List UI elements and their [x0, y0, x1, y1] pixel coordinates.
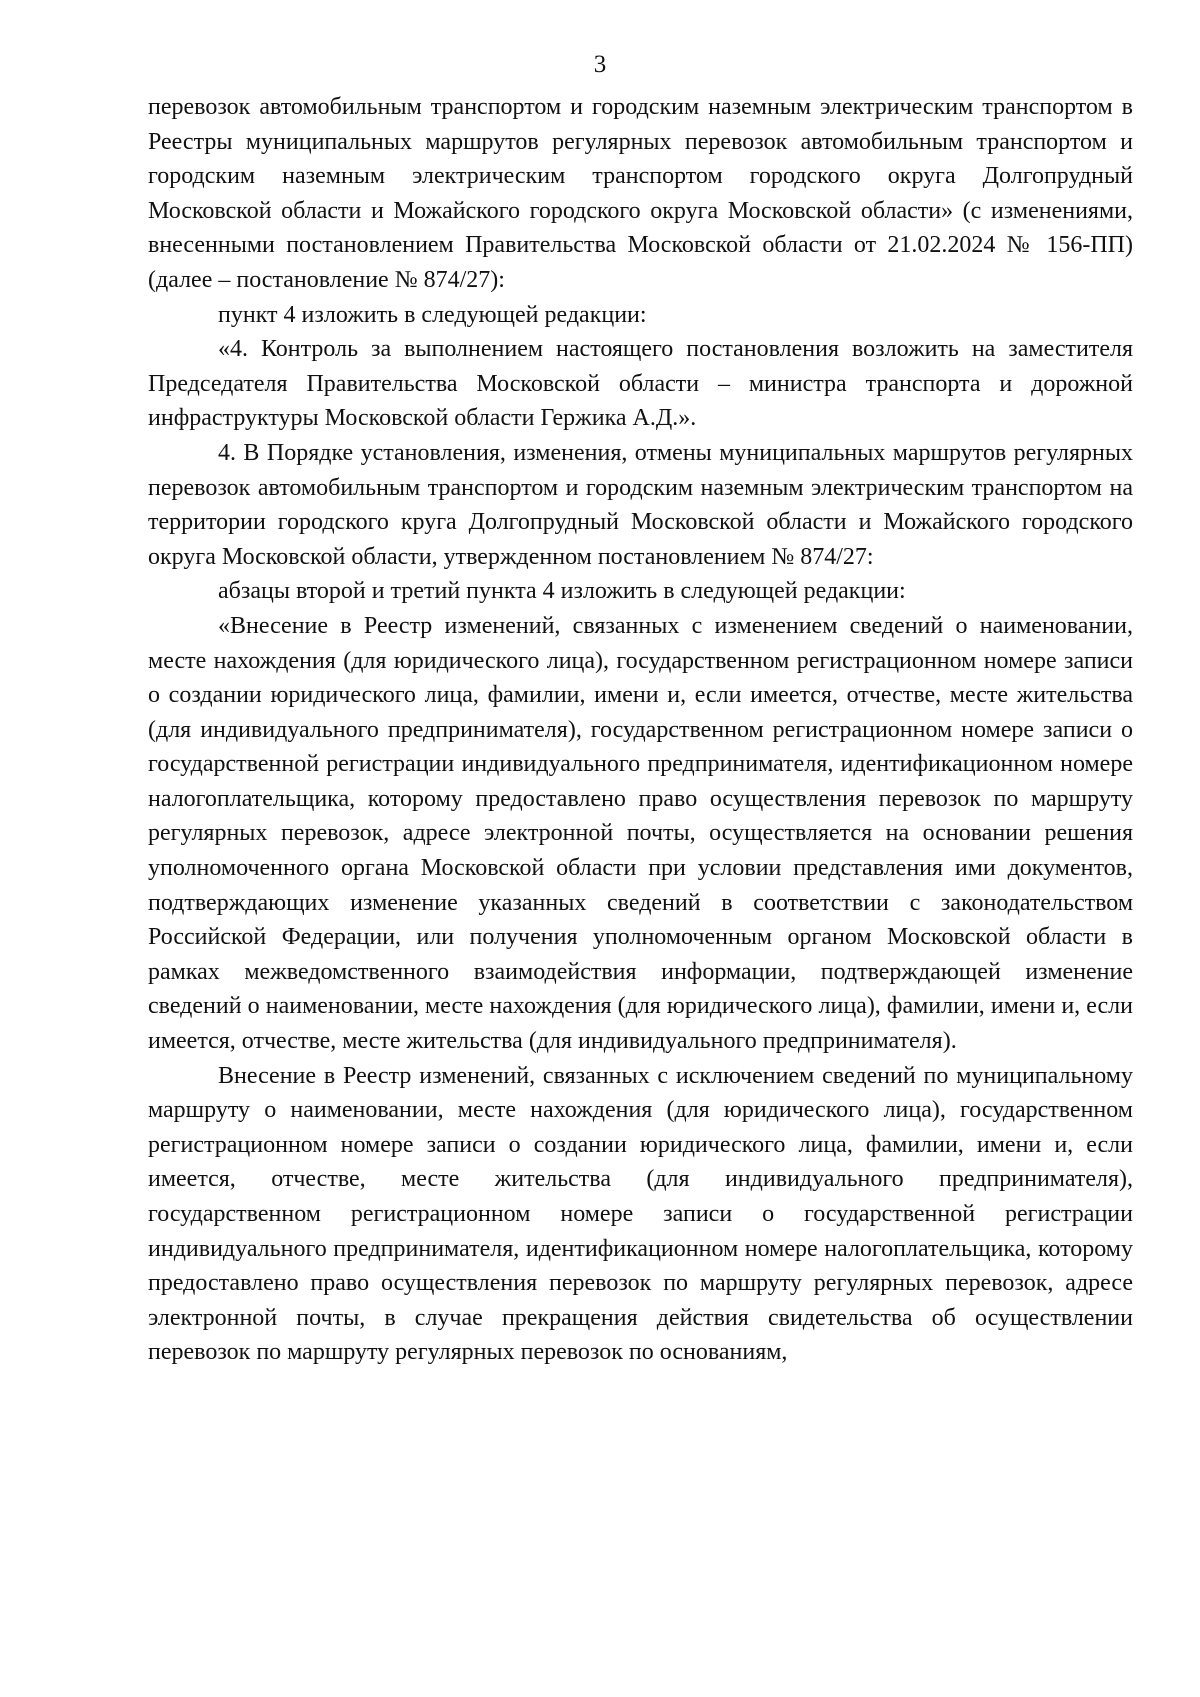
- document-body: [148, 90, 1133, 1370]
- paragraph-section-4: 4. В Порядке установления, изменения, отмены муниципальных маршрутов регулярных перевозок автомобильным транспортом и городским наземным электрическим транспортом на территории городского круга Долгопрудный Московской области и Можайского городского округа Московской области, утвержденном постановлением № 874/27:: [148, 439, 1133, 570]
- paragraph-abzats-instruction: абзацы второй и третий пункта 4 изложить в следующей редакции:: [218, 578, 906, 605]
- paragraph-quoted-first: «Внесение в Реестр изменений, связанных с изменением сведений о наименовании, месте нахождения (для юридического лица), государственном регистрационном номере записи о создании юридического лица, фамилии, имени и, если имеется, отчестве, месте жительства (для индивидуального предпринимателя), государственном регистрационном номере записи о государственной регистрации индивидуального предпринимателя, идентификационном номере налогоплательщика, которому предоставлено право осуществления перевозок по маршруту регулярных перевозок, адресе электронной почты, осуществляется на основании решения уполномоченного органа Московской области при условии представления ими документов, подтверждающих изменение указанных сведений в соответствии с законодательством Российской Федерации, или получения уполномоченным органом Московской области в рамках межведомственного взаимодействия информации, подтверждающей изменение сведений о наименовании, месте нахождения (для юридического лица), фамилии, имени и, если имеется, отчестве, месте жительства (для индивидуального предпринимателя).: [148, 612, 1133, 1055]
- paragraph-quoted-second: Внесение в Реестр изменений, связанных с исключением сведений по муниципальному маршруту о наименовании, месте нахождения (для юридического лица), государственном регистрационном номере записи о создании юридического лица, фамилии, имени и, если имеется, отчестве, месте жительства (для индивидуального предпринимателя), государственном регистрационном номере записи о государственной регистрации индивидуального предпринимателя, идентификационном номере налогоплательщика, которому предоставлено право осуществления перевозок по маршруту регулярных перевозок, адресе электронной почты, в случае прекращения действия свидетельства об осуществлении перевозок по маршруту регулярных перевозок по основаниям,: [148, 1062, 1133, 1366]
- paragraph-continuation: перевозок автомобильным транспортом и городским наземным электрическим транспортом в Реестры муниципальных маршрутов регулярных перевозок автомобильным транспортом и городским наземным электрическим транспортом городского округа Долгопрудный Московской области и Можайского городского округа Московской области» (с изменениями, внесенными постановлением Правительства Московской области от 21.02.2024 № 156-ПП) (далее – постановление № 874/27):: [148, 94, 1133, 293]
- page-number: 3: [593, 51, 607, 78]
- paragraph-item-4-instruction: пункт 4 изложить в следующей редакции:: [218, 301, 647, 328]
- paragraph-item-4-text: «4. Контроль за выполнением настоящего постановления возложить на заместителя Председателя Правительства Московской области – министра транспорта и дорожной инфраструктуры Московской области Гержика А.Д.».: [148, 336, 1133, 432]
